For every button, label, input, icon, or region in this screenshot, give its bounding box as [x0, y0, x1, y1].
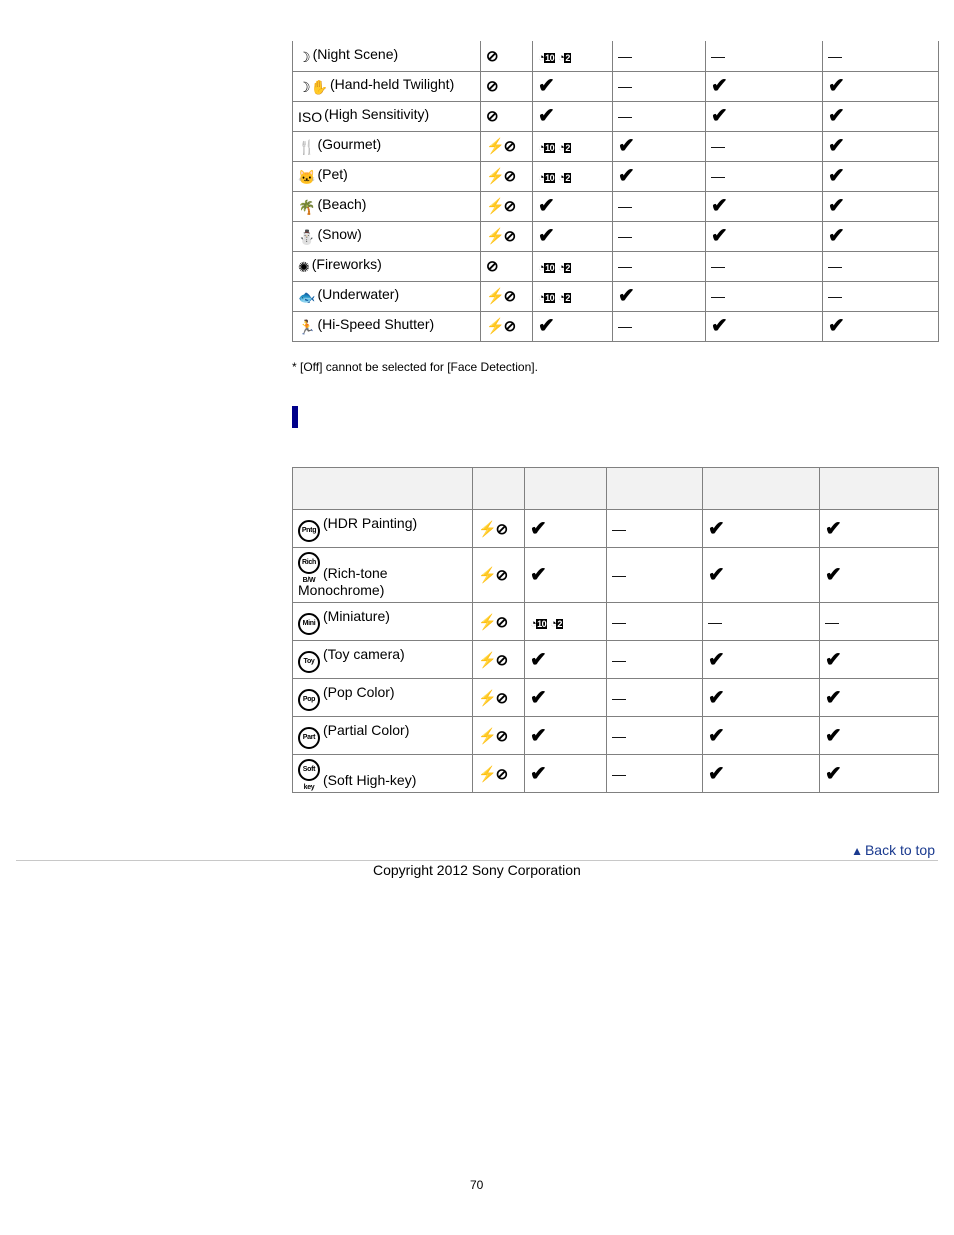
value-cell: [607, 717, 703, 755]
value-cell: [613, 221, 706, 251]
dash-mark: —: [708, 613, 722, 630]
self-timer-icons: [538, 262, 574, 274]
dash-mark: —: [828, 258, 842, 274]
back-to-top-link[interactable]: [851, 842, 935, 858]
check-icon: ✔: [530, 648, 547, 671]
check-icon: ✔: [711, 225, 728, 247]
dash-mark: —: [618, 258, 632, 274]
check-icon: ✔: [828, 315, 845, 337]
mode-cell: [293, 641, 473, 679]
high-sensitivity-icon: ISO: [298, 109, 323, 125]
self-timer-icon: ◔: [538, 142, 545, 154]
table-row: [293, 603, 939, 641]
value-cell: [823, 221, 939, 251]
value-cell: [820, 510, 939, 548]
dash-mark: —: [618, 78, 632, 94]
mode-label: (Miniature): [323, 608, 390, 624]
table-row: [293, 548, 939, 603]
value-cell: [607, 548, 703, 603]
header-cell: [607, 468, 703, 510]
check-icon: ✔: [828, 75, 845, 97]
dash-mark: —: [711, 168, 725, 184]
mode-cell: [293, 101, 481, 131]
value-cell: [706, 161, 823, 191]
check-icon: ✔: [825, 648, 842, 671]
check-icon: ✔: [538, 225, 555, 247]
value-cell: [823, 191, 939, 221]
flash-cell: [473, 755, 525, 793]
self-timer-seconds: 2: [565, 143, 570, 153]
mode-cell: [293, 131, 481, 161]
value-cell: [703, 679, 820, 717]
dash-mark: —: [828, 47, 842, 64]
hi-speed-shutter-icon: 🏃: [298, 319, 316, 335]
value-cell: [706, 131, 823, 161]
flash-cell: [473, 548, 525, 603]
value-cell: [613, 281, 706, 311]
table-row: [293, 641, 939, 679]
flash-icon: ⚡⊘: [478, 613, 508, 631]
flash-cell: [481, 221, 533, 251]
table-row: [293, 221, 939, 251]
value-cell: [706, 191, 823, 221]
dash-mark: —: [711, 138, 725, 154]
flash-icon: ⚡⊘: [478, 567, 508, 584]
night-scene-icon: ☽: [298, 48, 311, 65]
dash-mark: —: [828, 288, 842, 304]
check-icon: ✔: [825, 564, 842, 586]
mode-label: (Partial Color): [323, 722, 410, 738]
value-cell: [703, 548, 820, 603]
flash-cell: [473, 641, 525, 679]
self-timer-icon: ◔: [558, 172, 565, 184]
dash-mark: —: [711, 47, 725, 64]
value-cell: [607, 755, 703, 793]
flash-cell: [481, 251, 533, 281]
mode-label: (Underwater): [317, 286, 400, 302]
value-cell: [823, 41, 939, 71]
value-cell: [820, 755, 939, 793]
value-cell: [823, 161, 939, 191]
table-row: [293, 101, 939, 131]
self-timer-icon: ◔: [530, 617, 537, 630]
table-row: [293, 131, 939, 161]
self-timer-seconds: 2: [565, 293, 570, 303]
gourmet-icon: 🍴: [298, 139, 316, 155]
self-timer-icon: ◔: [538, 51, 545, 64]
check-icon: ✔: [711, 195, 728, 217]
timer-cell: [533, 281, 613, 311]
value-cell: [613, 251, 706, 281]
flash-icon: ⚡⊘: [486, 138, 516, 155]
self-timer-icon: ◔: [558, 142, 565, 154]
table-row: [293, 41, 939, 71]
dash-mark: —: [618, 108, 632, 124]
snow-icon: ⛄: [298, 229, 316, 245]
check-icon: ✔: [530, 564, 547, 586]
mode-label: (Hi-Speed Shutter): [317, 316, 435, 332]
value-cell: [607, 510, 703, 548]
self-timer-seconds: 10: [545, 143, 555, 153]
mode-label: (Toy camera): [323, 646, 405, 662]
flash-cell: [473, 510, 525, 548]
timer-cell: [533, 71, 613, 101]
miniature-icon: Mini: [298, 613, 320, 635]
self-timer-icons: [538, 142, 574, 154]
table-row: [293, 161, 939, 191]
check-icon: ✔: [708, 564, 725, 586]
header-cell: [525, 468, 607, 510]
check-icon: ✔: [618, 165, 635, 187]
check-icon: ✔: [538, 75, 555, 97]
mode-label: (High Sensitivity): [324, 106, 430, 122]
value-cell: [703, 755, 820, 793]
check-icon: ✔: [618, 285, 635, 307]
value-cell: [706, 221, 823, 251]
pet-icon: 🐱: [298, 169, 316, 185]
value-cell: [706, 101, 823, 131]
page-number: 70: [470, 1178, 484, 1192]
value-cell: [613, 161, 706, 191]
back-to-top-label: Back to top: [864, 842, 935, 858]
beach-icon: 🌴: [298, 199, 316, 215]
value-cell: [613, 131, 706, 161]
flash-icon: ⚡⊘: [486, 168, 516, 185]
header-cell: [293, 468, 473, 510]
self-timer-seconds: 10: [545, 52, 555, 63]
flash-icon: ⚡⊘: [478, 689, 508, 707]
flash-icon: ⚡⊘: [486, 198, 516, 215]
mode-label: (Night Scene): [312, 45, 399, 62]
footer-divider: [16, 860, 938, 861]
self-timer-icons: [530, 618, 566, 630]
table-row: [293, 281, 939, 311]
table-row: [293, 311, 939, 341]
table-row: [293, 251, 939, 281]
mode-label: (Beach): [317, 196, 367, 212]
mode-label: (Rich-tone Monochrome): [298, 564, 388, 598]
mode-cell: [293, 755, 473, 793]
flash-cell: [481, 161, 533, 191]
mode-label: (Pop Color): [323, 684, 395, 700]
mode-cell: [293, 717, 473, 755]
value-cell: [820, 717, 939, 755]
picture-effect-table: [292, 467, 939, 793]
value-cell: [823, 311, 939, 341]
timer-cell: [533, 41, 613, 71]
flash-icon: ⚡⊘: [486, 318, 516, 335]
check-icon: ✔: [828, 165, 845, 187]
toy-camera-icon: Toy: [298, 651, 320, 673]
soft-high-key-icon: Soft key: [298, 759, 320, 781]
value-cell: [706, 281, 823, 311]
check-icon: ✔: [711, 315, 728, 337]
value-cell: [823, 281, 939, 311]
hand-held-twilight-icon: ☽✋: [298, 79, 328, 95]
flash-icon: ⚡⊘: [478, 765, 508, 783]
mode-cell: [293, 161, 481, 191]
value-cell: [607, 679, 703, 717]
mode-label: (Snow): [317, 226, 362, 242]
flash-cell: [481, 71, 533, 101]
check-icon: ✔: [711, 105, 728, 127]
flash-cell: [481, 191, 533, 221]
flash-cell: [473, 717, 525, 755]
dash-mark: —: [612, 651, 626, 668]
mode-label: (Pet): [317, 166, 348, 182]
dash-mark: —: [618, 198, 632, 214]
mode-label: (Fireworks): [311, 256, 382, 272]
mode-cell: [293, 679, 473, 717]
value-cell: [607, 641, 703, 679]
scene-mode-table: [292, 41, 939, 342]
value-cell: [706, 251, 823, 281]
mode-cell: [293, 71, 481, 101]
flash-cell: [481, 281, 533, 311]
timer-cell: [533, 101, 613, 131]
self-timer-seconds: 10: [545, 263, 555, 273]
value-cell: [706, 71, 823, 101]
check-icon: ✔: [828, 105, 845, 127]
check-icon: ✔: [708, 648, 725, 671]
check-icon: ✔: [530, 724, 547, 747]
flash-icon: ⊘: [486, 78, 498, 95]
value-cell: [820, 603, 939, 641]
flash-icon: ⚡⊘: [478, 520, 508, 538]
dash-mark: —: [612, 520, 626, 537]
mode-label: (Hand-held Twilight): [329, 76, 455, 92]
dash-mark: —: [618, 47, 632, 64]
self-timer-seconds: 10: [545, 293, 555, 303]
flash-icon: ⚡⊘: [486, 228, 516, 245]
check-icon: ✔: [708, 724, 725, 747]
flash-cell: [481, 131, 533, 161]
timer-cell: [525, 679, 607, 717]
timer-cell: [533, 191, 613, 221]
dash-mark: —: [612, 689, 626, 706]
check-icon: ✔: [825, 762, 842, 785]
check-icon: ✔: [828, 135, 845, 157]
header-cell: [703, 468, 820, 510]
flash-icon: ⚡⊘: [478, 651, 508, 669]
flash-icon: ⚡⊘: [478, 727, 508, 745]
check-icon: ✔: [711, 75, 728, 97]
check-icon: ✔: [530, 686, 547, 709]
mode-cell: [293, 603, 473, 641]
timer-cell: [533, 131, 613, 161]
value-cell: [823, 101, 939, 131]
self-timer-seconds: 2: [565, 263, 570, 273]
mode-cell: [293, 548, 473, 603]
value-cell: [820, 641, 939, 679]
table-row: [293, 71, 939, 101]
value-cell: [703, 641, 820, 679]
value-cell: [703, 717, 820, 755]
self-timer-icon: ◔: [538, 262, 545, 274]
timer-cell: [533, 251, 613, 281]
timer-cell: [525, 641, 607, 679]
underwater-icon: 🐟: [298, 289, 316, 305]
dash-mark: —: [618, 318, 632, 334]
partial-color-icon: Part: [298, 727, 320, 749]
flash-icon: ⊘: [486, 258, 498, 275]
value-cell: [823, 131, 939, 161]
value-cell: [823, 71, 939, 101]
flash-icon: ⊘: [486, 47, 498, 65]
mode-cell: [293, 41, 481, 71]
check-icon: ✔: [828, 195, 845, 217]
timer-cell: [533, 311, 613, 341]
timer-cell: [533, 221, 613, 251]
check-icon: ✔: [825, 686, 842, 709]
up-triangle-icon: ▲: [851, 844, 863, 858]
section-marker: [292, 406, 298, 428]
self-timer-icon: ◔: [558, 292, 565, 304]
timer-cell: [525, 548, 607, 603]
mode-cell: [293, 251, 481, 281]
check-icon: ✔: [530, 517, 547, 540]
timer-cell: [525, 510, 607, 548]
self-timer-seconds: 10: [537, 618, 547, 629]
table-row: [293, 679, 939, 717]
pop-color-icon: Pop: [298, 689, 320, 711]
dash-mark: —: [711, 288, 725, 304]
value-cell: [607, 603, 703, 641]
check-icon: ✔: [708, 762, 725, 785]
table-row: [293, 717, 939, 755]
rich-tone-monochrome-icon: Rich B/W: [298, 552, 320, 574]
mode-cell: [293, 311, 481, 341]
value-cell: [613, 101, 706, 131]
table-row: [293, 191, 939, 221]
flash-cell: [481, 101, 533, 131]
flash-icon: ⊘: [486, 108, 498, 125]
value-cell: [820, 679, 939, 717]
timer-cell: [533, 161, 613, 191]
flash-cell: [481, 41, 533, 71]
flash-cell: [473, 603, 525, 641]
mode-label: (HDR Painting): [323, 515, 418, 531]
mode-cell: [293, 221, 481, 251]
check-icon: ✔: [618, 135, 635, 157]
dash-mark: —: [612, 765, 626, 782]
self-timer-icon: ◔: [558, 262, 565, 274]
self-timer-seconds: 2: [565, 173, 570, 183]
flash-cell: [473, 679, 525, 717]
dash-mark: —: [612, 613, 626, 630]
check-icon: ✔: [708, 517, 725, 540]
check-icon: ✔: [825, 517, 842, 540]
self-timer-icon: ◔: [538, 172, 545, 184]
check-icon: ✔: [708, 686, 725, 709]
value-cell: [613, 191, 706, 221]
flash-icon: ⚡⊘: [486, 288, 516, 305]
timer-cell: [525, 755, 607, 793]
table-row: [293, 510, 939, 548]
self-timer-icons: [538, 292, 574, 304]
value-cell: [703, 603, 820, 641]
check-icon: ✔: [825, 724, 842, 747]
dash-mark: —: [825, 613, 839, 630]
self-timer-icons: [538, 172, 574, 184]
table-row: [293, 755, 939, 793]
value-cell: [706, 311, 823, 341]
self-timer-icons: [538, 52, 574, 64]
self-timer-icon: ◔: [550, 617, 557, 630]
self-timer-seconds: 2: [557, 618, 562, 629]
hdr-painting-icon: Pntg: [298, 520, 320, 542]
header-cell: [473, 468, 525, 510]
footnote: * [Off] cannot be selected for [Face Detection].: [292, 360, 538, 374]
check-icon: ✔: [538, 315, 555, 337]
check-icon: ✔: [538, 195, 555, 217]
value-cell: [823, 251, 939, 281]
value-cell: [613, 41, 706, 71]
timer-cell: [525, 717, 607, 755]
fireworks-icon: ✺: [298, 259, 310, 275]
mode-label: (Soft High-key): [323, 771, 417, 788]
copyright-text: Copyright 2012 Sony Corporation: [373, 862, 581, 878]
dash-mark: —: [618, 228, 632, 244]
self-timer-seconds: 10: [545, 173, 555, 183]
value-cell: [613, 311, 706, 341]
value-cell: [613, 71, 706, 101]
dash-mark: —: [612, 567, 626, 583]
value-cell: [703, 510, 820, 548]
self-timer-seconds: 2: [565, 52, 570, 63]
header-cell: [820, 468, 939, 510]
flash-cell: [481, 311, 533, 341]
self-timer-icon: ◔: [538, 292, 545, 304]
self-timer-icon: ◔: [558, 51, 565, 64]
table-header-row: [293, 468, 939, 510]
dash-mark: —: [711, 258, 725, 274]
mode-cell: [293, 281, 481, 311]
dash-mark: —: [612, 727, 626, 744]
check-icon: ✔: [538, 105, 555, 127]
mode-cell: [293, 510, 473, 548]
mode-cell: [293, 191, 481, 221]
check-icon: ✔: [530, 762, 547, 785]
check-icon: ✔: [828, 225, 845, 247]
mode-label: (Gourmet): [317, 136, 382, 152]
value-cell: [706, 41, 823, 71]
timer-cell: [525, 603, 607, 641]
value-cell: [820, 548, 939, 603]
